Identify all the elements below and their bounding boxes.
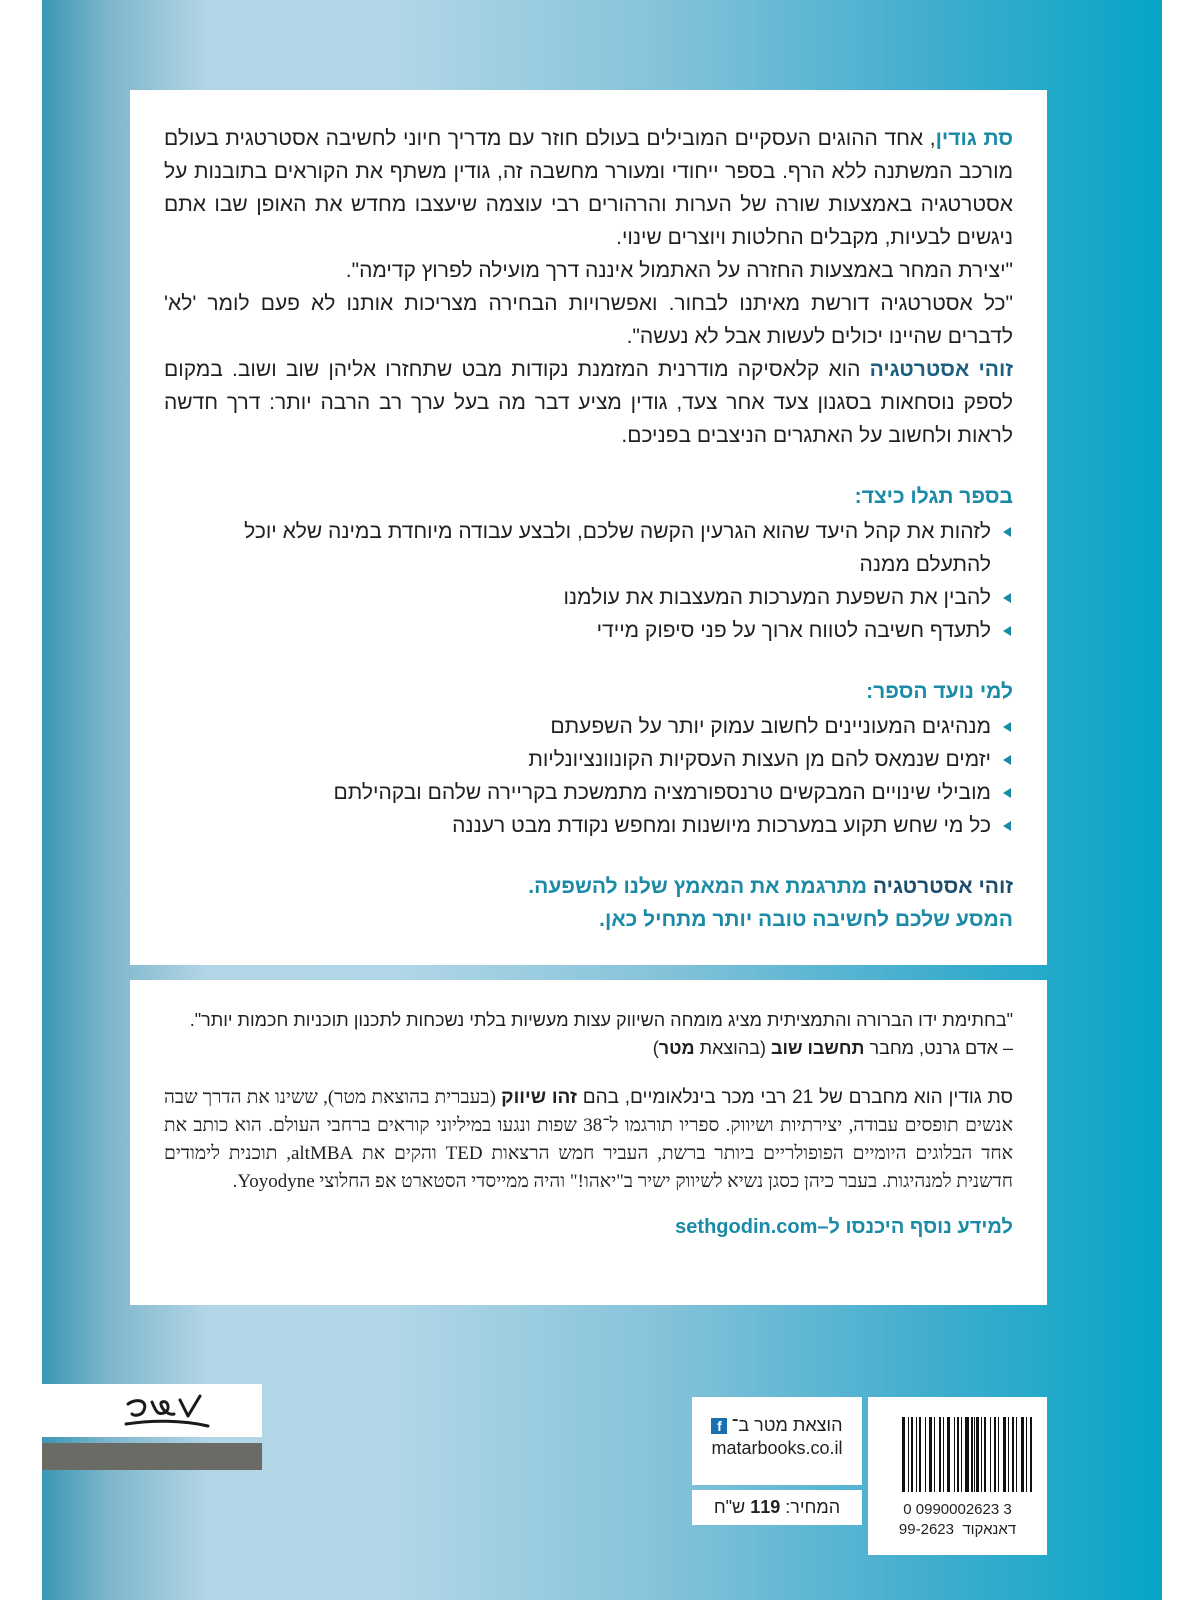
list-item: לתעדף חשיבה לטווח ארוך על פני סיפוק מיידי — [164, 614, 1013, 647]
intro-paragraph: סת גודין, אחד ההוגים העסקיים המובילים בעולם חוזר עם מדריך חיוני לחשיבה אסטרטגית בעולם מורכב המשתנה ללא הרף. בספר ייחודי ומעורר מחשבה זה, גודין משתף את הקוראים בתובנות על אסטרטגיה באמצעות שורה של הערות והרהורים רבי עוצמה שיעצבו מחדש את האופן שבו אתם ניגשים לבעיות, מקבלים החלטות ויוצרים שינוי. — [164, 127, 1013, 249]
list-item: מובילי שינויים המבקשים טרנספורמציה מתמשכת בקריירה שלהם ובקהילתם — [164, 776, 1013, 809]
price-box: המחיר: 119 ש"ח — [692, 1490, 862, 1525]
list-item: להבין את השפעת המערכות המעצבות את עולמנו — [164, 581, 1013, 614]
book-title: זוהי אסטרטגיה — [872, 875, 1013, 898]
list-item: כל מי שחש תקוע במערכות מיושנות ומחפש נקודת מבט רעננה — [164, 809, 1013, 842]
price-amount: 119 — [750, 1497, 781, 1517]
publisher-logo-bar — [42, 1443, 262, 1470]
discover-heading: בספר תגלו כיצד: — [854, 485, 1013, 508]
triangle-bullet-icon — [1003, 755, 1011, 765]
summary-paragraph: זוהי אסטרטגיה הוא קלאסיקה מודרנית המזמנת נקודות מבט שתחזרו אליהן שוב ושוב. במקום לספק נוסחאות בסגנון צעד אחר צעד, גודין מציע דבר מה בעל ערך רב הרבה יותר: דרך חדשה לראות ולחשוב על האתגרים הניצבים בפניכם. — [164, 358, 1013, 447]
audience-heading: למי נועד הספר: — [866, 680, 1013, 703]
danacode: דאנאקוד 99-2623 — [898, 1521, 1017, 1538]
endorser-credit: – אדם גרנט, מחבר תחשבו שוב (בהוצאת מטר) — [652, 1038, 1013, 1058]
book-title: זוהי אסטרטגיה — [869, 358, 1013, 381]
triangle-bullet-icon — [1003, 527, 1011, 537]
main-description-panel — [130, 90, 1047, 965]
matar-logo-icon — [122, 1390, 212, 1432]
publisher-logo-strip — [42, 1384, 262, 1437]
triangle-bullet-icon — [1003, 722, 1011, 732]
barcode-icon — [880, 1417, 1035, 1492]
endorsement-quote: "בחתימת ידו הברורה והתמציתית מציג מומחה השיווק עצות מעשיות בלתי נשכחות לתכנון תוכניות חכמות יותר". — [189, 1010, 1013, 1030]
discover-list — [164, 515, 1013, 647]
publisher-info-box: הוצאת מטר ב־ f matarbooks.co.il — [692, 1397, 862, 1485]
barcode-number: 0 0990002623 3 — [903, 1501, 1012, 1518]
author-panel — [130, 980, 1047, 1305]
audience-list — [164, 710, 1013, 842]
quote-1: "יצירת המחר באמצעות החזרה על האתמול איננה דרך מועילה לפרוץ קדימה". — [345, 259, 1013, 282]
list-item: יזמים שנמאס להם מן העצות העסקיות הקונוונציונליות — [164, 743, 1013, 776]
author-name: סת גודין — [935, 127, 1013, 150]
quote-2: "כל אסטרטגיה דורשת מאיתנו לבחור. ואפשרויות הבחירה מצריכות אותנו לא פעם לומר 'לא' לדברים שהיינו יכולים לעשות אבל לא נעשה". — [164, 292, 1013, 348]
author-bio: סת גודין הוא מחברם של 21 רבי מכר בינלאומיים, בהם זהו שיווק (בעברית בהוצאת מטר), ששינו את הדרך שבה אנשים תופסים עבודה, יצירתיות ושיווק. ספריו תורגמו ל־38 שפות ונגעו במיליוני קוראים ברחבי העולם. הוא כותב את אחד הבלוגים היומיים הפופולריים ביותר ברשת, העביר חמש הרצאות TED והקים את altMBA, תוכנית לימודים חדשנית למנהיגות. בעבר כיהן כסגן נשיא לשיווק ישיר ב"יאהו!" והיה ממייסדי הסטארט אפ החלוצי Yoyodyne. — [164, 1087, 1014, 1192]
author-website-link[interactable]: למידע נוסף היכנסו ל–sethgodin.com — [675, 1216, 1013, 1238]
list-item: לזהות את קהל היעד שהוא הגרעין הקשה שלכם, ולבצע עבודה מיוחדת במינה שלא יוכל להתעלם ממנה — [164, 515, 1013, 581]
closing-statement: זוהי אסטרטגיה מתרגמת את המאמץ שלנו להשפעה. המסע שלכם לחשיבה טובה יותר מתחיל כאן. — [528, 875, 1013, 931]
facebook-icon[interactable]: f — [711, 1418, 727, 1434]
triangle-bullet-icon — [1003, 626, 1011, 636]
list-item: מנהיגים המעוניינים לחשוב עמוק יותר על השפעתם — [164, 710, 1013, 743]
triangle-bullet-icon — [1003, 593, 1011, 603]
triangle-bullet-icon — [1003, 821, 1011, 831]
publisher-website[interactable]: matarbooks.co.il — [711, 1438, 843, 1458]
triangle-bullet-icon — [1003, 788, 1011, 798]
barcode-box — [868, 1397, 1047, 1555]
